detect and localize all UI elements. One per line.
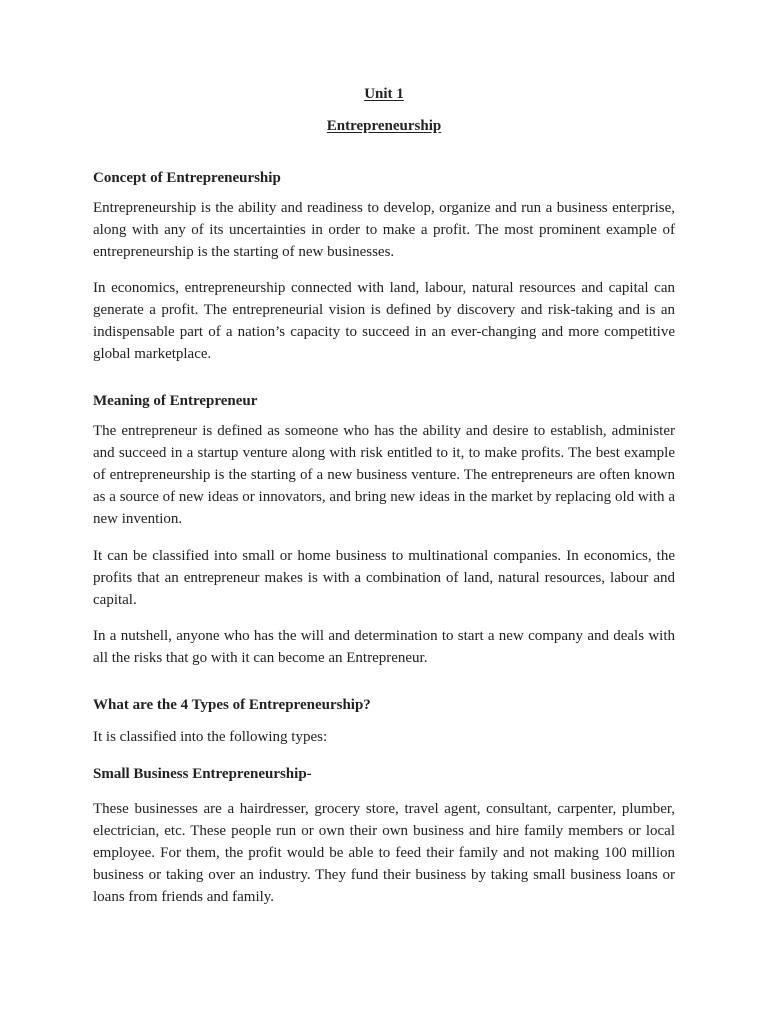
paragraph-small-business: These businesses are a hairdresser, grocery store, travel agent, consultant, carpenter, plumber, electrician, etc. These people run or own their own business and hire family members or local employee. For them, the profit would be able to feed their family and not making 100 million business or taking over an industry. They fund their business by taking small business loans or loans from friends and family.: [93, 801, 675, 905]
paragraph-meaning-3: In a nutshell, anyone who has the will and determination to start a new company and deals with all the risks that go with it can become an Entrepreneur.: [93, 628, 675, 666]
section-heading-types: What are the 4 Types of Entrepreneurship?: [93, 697, 371, 713]
section-heading-meaning: Meaning of Entrepreneur: [93, 393, 258, 409]
section-heading-concept: Concept of Entrepreneurship: [93, 170, 281, 186]
paragraph-concept-2: In economics, entrepreneurship connected with land, labour, natural resources and capital can generate a profit. The entrepreneurial vision is defined by discovery and risk-taking and is an indispensable part of a nation’s capacity to succeed in an ever-changing and more competitive global marketplace.: [93, 280, 675, 362]
paragraph-types-intro: It is classified into the following types:: [93, 729, 328, 745]
section-heading-small-business: Small Business Entrepreneurship-: [93, 766, 312, 782]
topic-title: Entrepreneurship: [326, 118, 442, 134]
paragraph-concept-1: Entrepreneurship is the ability and readiness to develop, organize and run a business enterprise, along with any of its uncertainties in order to make a profit. The most prominent example of entrepreneurship is the starting of new businesses.: [93, 200, 675, 260]
unit-title: Unit 1: [364, 86, 404, 102]
paragraph-meaning-2: It can be classified into small or home business to multinational companies. In economics, the profits that an entrepreneur makes is with a combination of land, natural resources, labour and capital.: [93, 548, 675, 608]
paragraph-meaning-1: The entrepreneur is defined as someone who has the ability and desire to establish, administer and succeed in a startup venture along with risk entitled to it, to make profits. The best example of entrepreneurship is the starting of a new business venture. The entrepreneurs are often known as a source of new ideas or innovators, and bring new ideas in the market by replacing old with a new invention.: [93, 423, 675, 527]
